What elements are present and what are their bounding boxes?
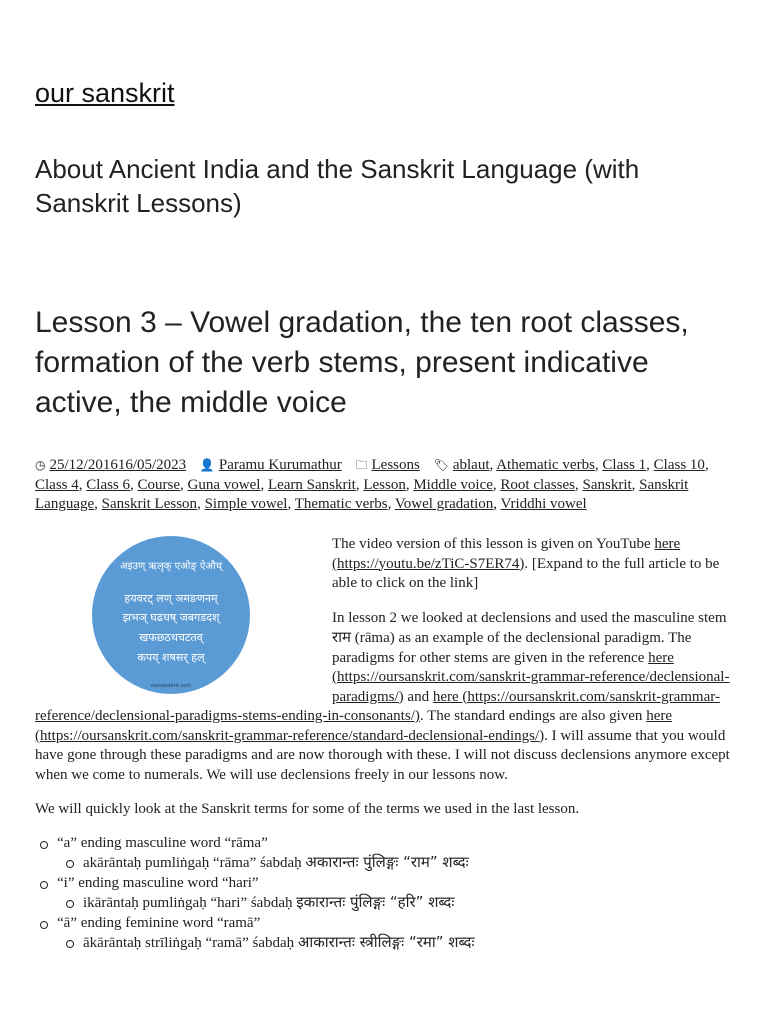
post-meta (35, 456, 735, 515)
page-title: Lesson 3 – Vowel gradation, the ten root classes, formation of the verb stems, present indicative active, the middle voice (35, 306, 689, 419)
logo-line-5: कपय् शषसर् हल् (137, 651, 205, 664)
list-item: “ā” ending feminine word “ramā” ākārāntaḥ strīliṅgaḥ “ramā” śabdaḥ आकारान्तः स्त्रीलिङ्गः “रमा” शब्दः (37, 914, 735, 954)
logo-spacer (35, 535, 332, 705)
folder-icon: 🗀 (355, 458, 368, 472)
author-link[interactable]: Paramu Kurumathur (218, 457, 342, 473)
logo-caption: oursanskrit.com (150, 683, 192, 689)
list-item: “a” ending masculine word “rāma” akārāntaḥ pumliṅgaḥ “rāma” śabdaḥ अकारान्तः पुंलिङ्गः “राम” शब्दः (37, 834, 735, 874)
logo-line-4: खफछठथचटतव् (139, 631, 203, 644)
tag-icon: 🏷 (433, 458, 449, 472)
user-icon: 👤 (199, 458, 215, 472)
list-item: ikārāntaḥ pumliṅgaḥ “hari” śabdaḥ इकारान्तः पुंलिङ्गः “हरि” शब्दः (63, 893, 735, 914)
standard-endings-link[interactable]: here (https://oursanskrit.com/sanskrit-grammar-reference/standard-declensional-endings/) (35, 708, 672, 744)
consonant-paradigms-link[interactable]: here (https://oursanskrit.com/sanskrit-grammar-reference/declensional-paradigms-stems-ending-in-consonants/) (35, 688, 720, 724)
tag-link[interactable]: Thematic verbs (294, 496, 388, 512)
logo-line-3: झभञ् घढधष् जबगडदश् (122, 611, 220, 624)
tag-link[interactable]: Guna vowel (187, 476, 261, 493)
clock-icon: ◷ (35, 458, 46, 472)
tag-link[interactable]: Sanskrit Lesson (101, 496, 198, 512)
site-description: About Ancient India and the Sanskrit Language (with Sanskrit Lessons) (35, 154, 640, 218)
terms-list (35, 834, 735, 954)
tag-link[interactable]: Sanskrit Language (35, 476, 689, 512)
tag-link[interactable]: Simple vowel (204, 496, 288, 512)
paradigms-link[interactable]: here (https://oursanskrit.com/sanskrit-grammar-reference/declensional-paradigms/) (332, 649, 730, 705)
tag-link[interactable]: Class 6 (86, 476, 131, 493)
tag-link[interactable]: Course (137, 476, 181, 493)
list-item: ākārāntaḥ strīliṅgaḥ “ramā” śabdaḥ आकारान्तः स्त्रीलिङ्गः “रमा” शब्दः (63, 933, 735, 954)
tag-link[interactable]: ablaut (452, 457, 490, 473)
tag-link[interactable]: Learn Sanskrit (267, 476, 356, 493)
tag-link[interactable]: Class 10 (653, 457, 705, 473)
list-item: akārāntaḥ pumliṅgaḥ “rāma” śabdaḥ अकारान्तः पुंलिङ्गः “राम” शब्दः (63, 853, 735, 874)
site-title-link[interactable]: our sanskrit (35, 78, 175, 108)
category-link[interactable]: Lessons (371, 457, 420, 473)
tag-link[interactable]: Root classes (500, 476, 575, 493)
video-paragraph: The video version of this lesson is given on YouTube here (https://youtu.be/zTiC-S7ER74). [Expand to the full article to be able to click on the link] (332, 536, 720, 591)
list-item: “i” ending masculine word “hari” ikārāntaḥ pumliṅgaḥ “hari” śabdaḥ इकारान्तः पुंलिङ्गः “हरि” शब्दः (37, 874, 735, 914)
tag-link[interactable]: Vriddhi vowel (500, 496, 587, 512)
tag-list: ablaut, Athematic verbs, Class 1, Class 10, Class 4, Class 6, Course, Guna vowel, Learn Sanskrit, Lesson, Middle voice, Root classes, Sanskrit, Sanskrit Language, Sanskrit Lesson, Simple vowel, Thematic verbs, Vowel gradation, Vriddhi vowel (35, 457, 709, 512)
tag-link[interactable]: Sanskrit (582, 476, 632, 493)
tag-link[interactable]: Athematic verbs (496, 457, 595, 473)
tag-link[interactable]: Lesson (363, 476, 406, 493)
tag-link[interactable]: Vowel gradation (394, 496, 494, 512)
logo-line-2: हयवरट् लण् ञमङणनम् (124, 592, 218, 605)
tag-link[interactable]: Class 4 (35, 476, 79, 493)
post-content (35, 535, 735, 954)
tag-link[interactable]: Class 1 (602, 457, 647, 473)
terms-intro-paragraph: We will quickly look at the Sanskrit terms for some of the terms we used in the last lesson. (35, 801, 580, 817)
youtube-link[interactable]: here (https://youtu.be/zTiC-S7ER74) (332, 536, 681, 572)
tag-link[interactable]: Middle voice (413, 476, 493, 493)
lesson2-paragraph: In lesson 2 we looked at declensions and used the masculine stem राम (rāma) as an example of the declensional paradigm. The paradigms for other stems are given in the reference here (https://oursanskrit.com/sanskrit-grammar-reference/declensional-paradigms/) and here (https://oursanskrit.com/sanskrit-grammar-reference/declensional-paradigms-stems-ending-in-consonants/). The standard endings are also given here (https://oursanskrit.com/sanskrit-grammar-reference/standard-declensional-endings/). I will assume that you would have gone through these paradigms and are now thorough with these. I will not discuss declensions anymore except when we come to numerals. We will use declensions freely in our lessons now. (35, 609, 730, 783)
post-date-link[interactable]: 25/12/201616/05/2023 (49, 457, 187, 473)
logo-line-1: अइउण् ऋलृक् एओङ् ऐऔच् (119, 561, 223, 572)
